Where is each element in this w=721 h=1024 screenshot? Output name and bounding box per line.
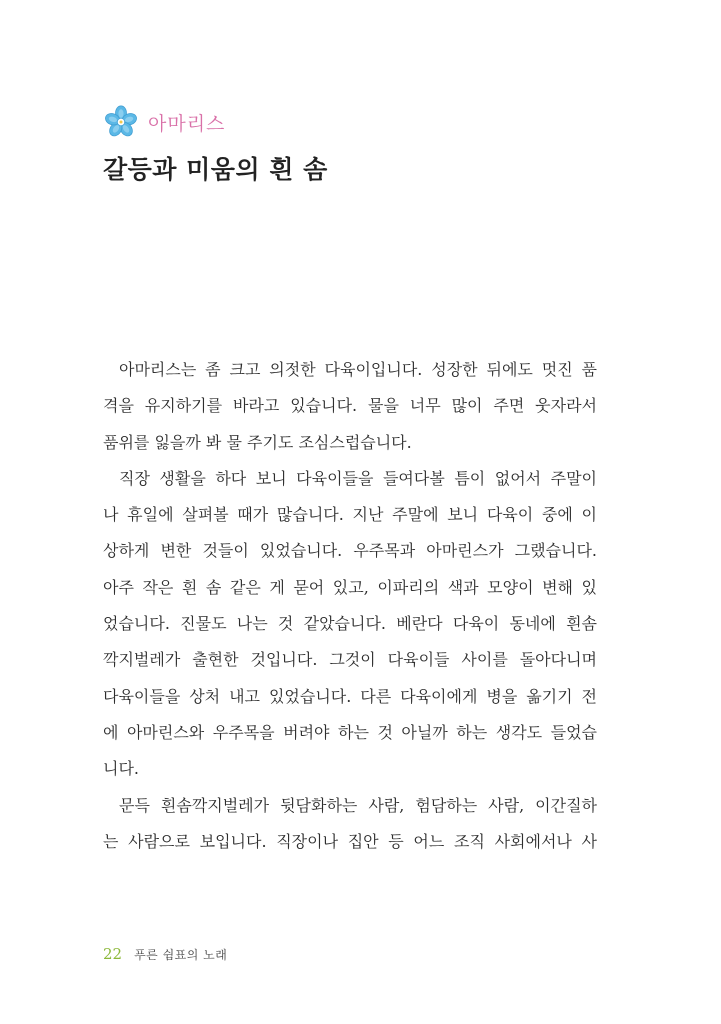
body-text — [103, 352, 597, 860]
book-title: 푸른 쉼표의 노래 — [134, 948, 228, 962]
page-footer — [103, 945, 227, 963]
body-line: 아마리스는 좀 크고 의젓한 다육이입니다. 성장한 뒤에도 멋진 품 — [119, 360, 597, 379]
body-line: 품위를 잃을까 봐 물 주기도 조심스럽습니다. — [103, 432, 412, 452]
body-line: 니다. — [103, 759, 139, 779]
body-line: 깍지벌레가 출현한 것입니다. 그것이 다육이들 사이를 돌아다니며 — [103, 650, 597, 670]
body-line: 었습니다. 진물도 나는 것 같았습니다. 베란다 다육이 동네에 흰솜 — [103, 614, 597, 634]
section-name: 아마리스 — [148, 112, 226, 135]
flower-icon — [104, 105, 138, 139]
body-line: 문득 흰솜깍지벌레가 뒷담화하는 사람, 험담하는 사람, 이간질하 — [119, 795, 597, 815]
body-line: 아주 작은 흰 솜 같은 게 묻어 있고, 이파리의 색과 모양이 변해 있 — [103, 577, 597, 597]
body-line: 에 아마린스와 우주목을 버려야 하는 것 아닐까 하는 생각도 들었습 — [103, 722, 597, 742]
body-line: 격을 유지하기를 바라고 있습니다. 물을 너무 많이 주면 웃자라서 — [103, 396, 597, 416]
section-label — [104, 104, 225, 140]
page-title: 갈등과 미움의 흰 솜 — [103, 155, 328, 184]
body-line: 직장 생활을 하다 보니 다육이들을 들여다볼 틈이 없어서 주말이 — [119, 468, 597, 488]
body-line: 나 휴일에 살펴볼 때가 많습니다. 지난 주말에 보니 다육이 중에 이 — [103, 505, 597, 525]
body-line: 다육이들을 상처 내고 있었습니다. 다른 다육이에게 병을 옮기기 전 — [103, 686, 597, 706]
body-line: 는 사람으로 보입니다. 직장이나 집안 등 어느 조직 사회에서나 사 — [103, 831, 597, 851]
page-number: 22 — [103, 945, 123, 963]
body-line: 상하게 변한 것들이 있었습니다. 우주목과 아마린스가 그랬습니다. — [103, 541, 597, 561]
